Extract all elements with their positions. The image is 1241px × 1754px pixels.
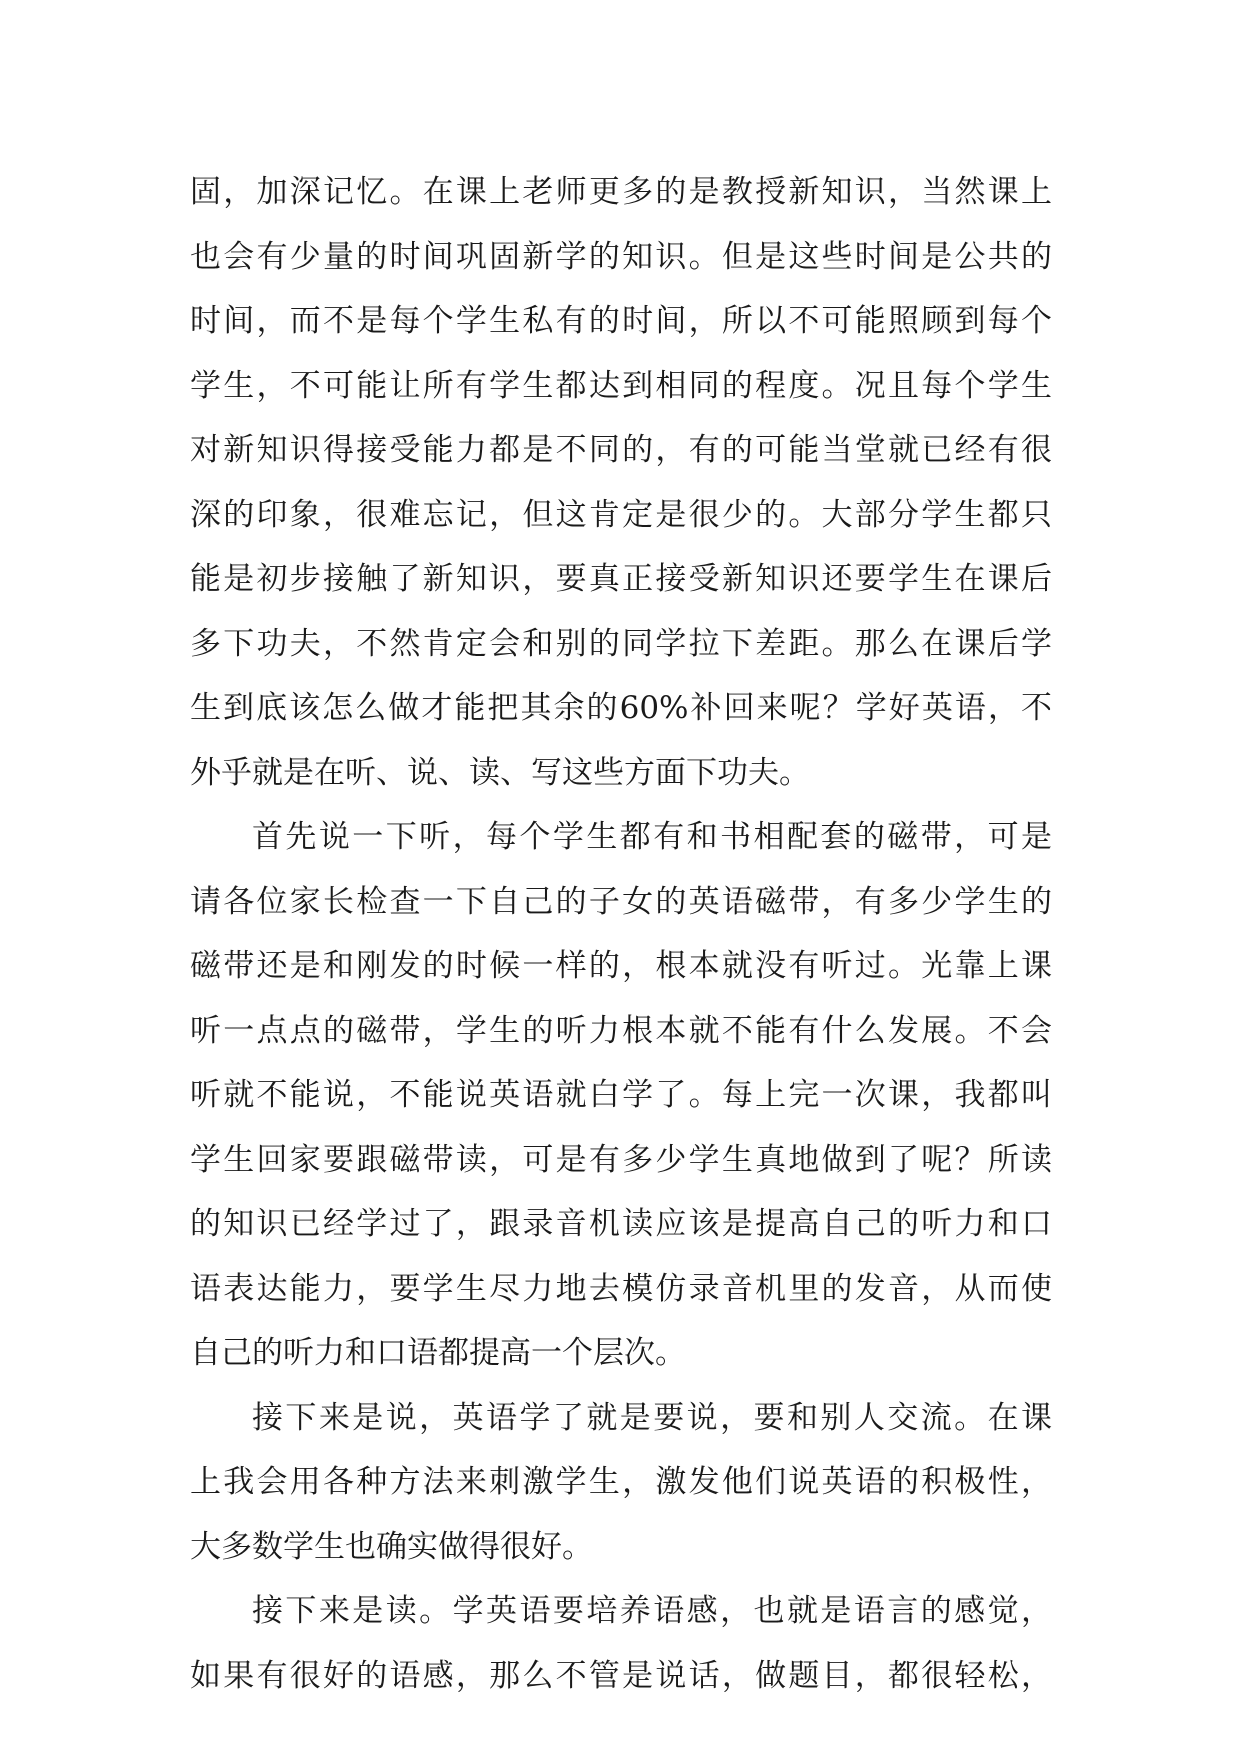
- paragraph-1: [190, 160, 1052, 805]
- text-line: 学生，不可能让所有学生都达到相同的程度。况且每个学生: [190, 367, 1052, 404]
- text-line: 学生回家要跟磁带读，可是有多少学生真地做到了呢？所读: [190, 1141, 1052, 1178]
- text-line: 听一点点的磁带，学生的听力根本就不能有什么发展。不会: [190, 1012, 1052, 1049]
- text-line: 语表达能力，要学生尽力地去模仿录音机里的发音，从而使: [190, 1270, 1052, 1307]
- text-line: 时间，而不是每个学生私有的时间，所以不可能照顾到每个: [190, 303, 1052, 339]
- text-line: 外乎就是在听、说、读、写这些方面下功夫。: [190, 754, 810, 791]
- text-line: 对新知识得接受能力都是不同的，有的可能当堂就已经有很: [190, 432, 1052, 468]
- text-line: 上我会用各种方法来刺激学生，激发他们说英语的积极性，: [190, 1464, 1052, 1500]
- paragraph-4: [190, 1579, 1052, 1708]
- text-line: 能是初步接触了新知识，要真正接受新知识还要学生在课后: [190, 561, 1052, 597]
- text-line: 接下来是读。学英语要培养语感，也就是语言的感觉，: [252, 1593, 1052, 1629]
- text-line: 自己的听力和口语都提高一个层次。: [190, 1335, 686, 1371]
- text-line: 深的印象，很难忘记，但这肯定是很少的。大部分学生都只: [190, 496, 1052, 533]
- text-line: 首先说一下听，每个学生都有和书相配套的磁带，可是: [252, 819, 1052, 855]
- paragraph-2: [190, 805, 1052, 1386]
- text-line: 如果有很好的语感，那么不管是说话，做题目，都很轻松，: [190, 1657, 1052, 1694]
- text-line: 听就不能说，不能说英语就白学了。每上完一次课，我都叫: [190, 1077, 1052, 1113]
- text-line: 请各位家长检查一下自己的子女的英语磁带，有多少学生的: [190, 883, 1052, 920]
- text-line: 磁带还是和刚发的时候一样的，根本就没有听过。光靠上课: [190, 948, 1052, 984]
- text-line: 多下功夫，不然肯定会和别的同学拉下差距。那么在课后学: [190, 625, 1052, 662]
- text-line: 大多数学生也确实做得很好。: [190, 1528, 593, 1565]
- text-line: 接下来是说，英语学了就是要说，要和别人交流。在课: [252, 1399, 1052, 1436]
- text-line: 的知识已经学过了，跟录音机读应该是提高自己的听力和口: [190, 1206, 1052, 1242]
- paragraph-3: [190, 1386, 1052, 1580]
- body-text: [190, 160, 1052, 1708]
- text-line: 生到底该怎么做才能把其余的60%补回来呢？学好英语，不: [190, 690, 1052, 726]
- text-line: 固，加深记忆。在课上老师更多的是教授新知识，当然课上: [190, 174, 1052, 210]
- text-line: 也会有少量的时间巩固新学的知识。但是这些时间是公共的: [190, 238, 1052, 275]
